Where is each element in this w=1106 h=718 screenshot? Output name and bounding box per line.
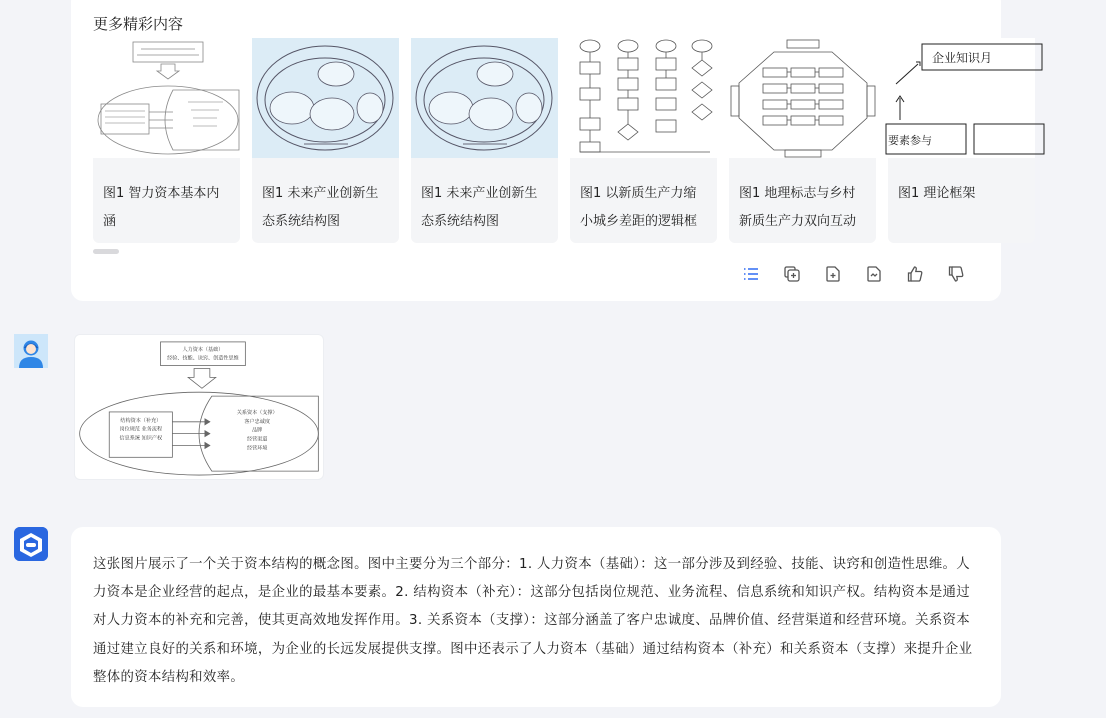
thumb-up-icon[interactable] — [904, 263, 925, 284]
diagram-text: 信息系统 知识产权 — [119, 435, 163, 442]
recommendation-caption: 图1 未来产业创新生态系统结构图 — [262, 186, 379, 229]
file-chart-icon[interactable] — [863, 263, 884, 284]
thumbnail-octagon-diagram — [729, 38, 876, 158]
diagram-text: 结构资本（补充） — [120, 417, 162, 424]
thumb-down-icon[interactable] — [945, 263, 966, 284]
diagram-text: 经营渠道 — [246, 436, 268, 443]
thumbnail-flowchart — [570, 38, 717, 158]
thumbnail-text: 企业知识月 — [932, 51, 993, 65]
action-bar — [740, 263, 986, 284]
recommendation-card-item[interactable] — [252, 38, 399, 243]
answer-text: 这张图片展示了一个关于资本结构的概念图。图中主要分为三个部分：1. 人力资本（基础）：这一部分涉及到经验、技能、诀窍和创造性思维。人力资本是企业经营的起点，是企业的最基本要素。2. 结构资本（补充）：这部分包括岗位规范、业务流程、信息系统和知识产权。结构资本是通过对人力资本的补充和完善，使其更高效地发挥作用。3. 关系资本（支撑）：这部分涵盖了客户忠诚度、品牌价值、经营渠道和经营环境。关系资本通过建立良好的关系和环境，为企业的长远发展提供支撑。图中还表示了人力资本（基础）通过结构资本（补充）和关系资本（支撑）来提升企业整体的资本结构和效率。 — [93, 557, 973, 685]
thumbnail-ellipse-diagram — [93, 38, 240, 158]
thumbnail-nested-ellipse — [411, 38, 558, 158]
recommendation-card-item[interactable] — [93, 38, 240, 243]
copy-add-icon[interactable] — [781, 263, 802, 284]
recommendation-card-item[interactable] — [888, 38, 1035, 243]
diagram-text: 关系资本（支撑） — [236, 409, 278, 416]
thumbnail-framework — [888, 38, 1035, 158]
recommendation-caption: 图1 未来产业创新生态系统结构图 — [421, 186, 538, 229]
recommendation-card-item[interactable] — [411, 38, 558, 243]
uploaded-image[interactable] — [74, 334, 324, 480]
diagram-text: 经验、技能、诀窍、创造性思维 — [167, 355, 239, 362]
assistant-avatar — [14, 527, 48, 561]
recommendation-caption: 图1 以新质生产力缩小城乡差距的逻辑框 — [580, 186, 698, 229]
recommendation-card-item[interactable] — [570, 38, 717, 243]
thumbnail-text: 要素参与 — [888, 134, 932, 147]
more-content-title: 更多精彩内容 — [93, 15, 184, 33]
list-icon[interactable] — [740, 263, 761, 284]
thumbnail-nested-ellipse — [252, 38, 399, 158]
diagram-text: 人力资本（基础） — [182, 346, 224, 353]
recommendation-caption: 图1 地理标志与乡村新质生产力双向互动 — [739, 186, 857, 229]
recommendation-caption: 图1 理论框架 — [898, 186, 976, 201]
file-plus-icon[interactable] — [822, 263, 843, 284]
diagram-text: 岗位规范 业务流程 — [119, 426, 163, 433]
carousel-scrollbar[interactable] — [93, 249, 119, 254]
diagram-text: 客户忠诚度 — [244, 418, 270, 425]
user-avatar — [14, 334, 48, 368]
diagram-text: 品牌 — [252, 427, 263, 434]
recommendation-carousel[interactable] — [93, 38, 993, 244]
recommendation-card-item[interactable] — [729, 38, 876, 243]
recommendation-caption: 图1 智力资本基本内涵 — [103, 186, 220, 229]
diagram-text: 经营环境 — [246, 445, 268, 452]
